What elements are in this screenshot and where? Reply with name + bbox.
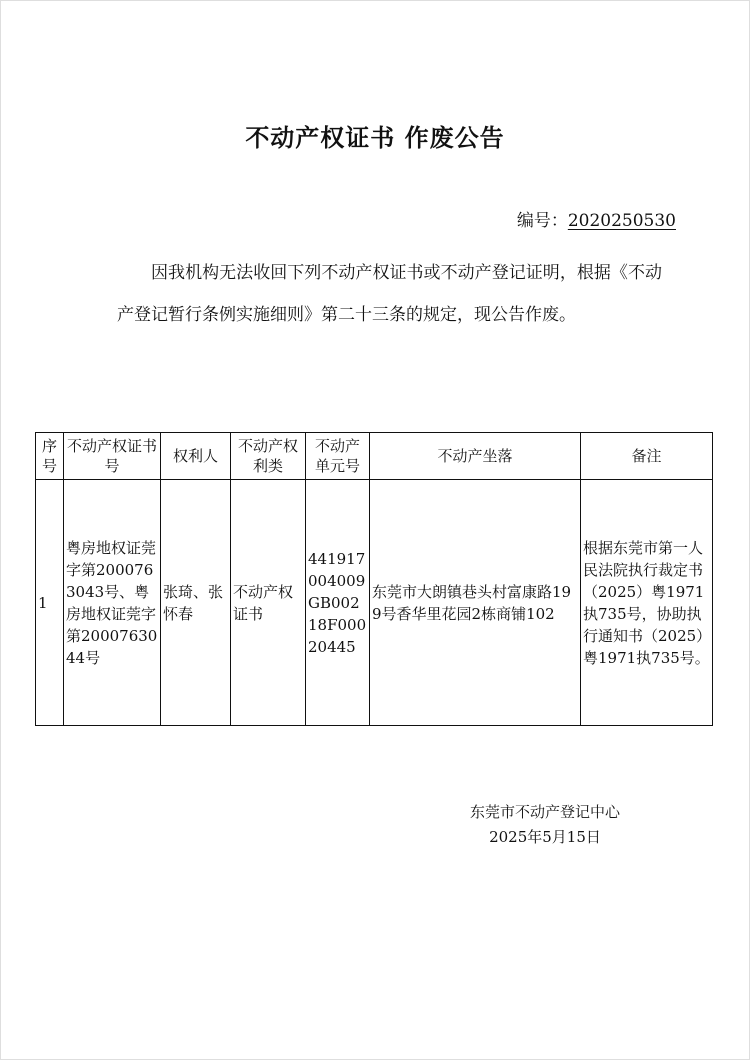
header-holder: 权利人 [161,433,231,480]
serial-number-line [517,206,676,231]
signature-block [430,800,660,850]
serial-number: 2020250530 [567,211,676,231]
table-row [36,480,713,726]
cell-holder: 张琦、张怀春 [161,480,231,726]
issue-date: 2025年5月15日 [489,828,601,846]
intro-paragraph: 因我机构无法收回下列不动产权证书或不动产登记证明，根据《不动产登记暂行条例实施细则》第二十三条的规定，现公告作废。 [117,263,662,325]
header-location: 不动产坐落 [370,433,581,480]
void-certificate-table [35,432,713,726]
cell-right-type: 不动产权证书 [231,480,306,726]
serial-label: 编号： [516,211,568,231]
header-unit-no: 不动产单元号 [306,433,370,480]
table-header-row [36,433,713,480]
header-cert-no: 不动产权证书号 [64,433,161,480]
cell-unit-no: 441917004009GB00218F00020445 [306,480,370,726]
header-right-type: 不动产权利类 [231,433,306,480]
header-remark: 备注 [581,433,713,480]
header-seq: 序号 [36,433,64,480]
cell-remark: 根据东莞市第一人民法院执行裁定书（2025）粤1971执735号，协助执行通知书（2025）粤1971执735号。 [581,480,713,726]
cell-cert-no: 粤房地权证莞字第2000763043号、粤房地权证莞字第2000763044号 [64,480,161,726]
document-title: 不动产权证书 作废公告 [245,124,505,152]
cell-location: 东莞市大朗镇巷头村富康路199号香华里花园2栋商铺102 [370,480,581,726]
cell-seq: 1 [36,480,64,726]
issuer-name: 东莞市不动产登记中心 [469,803,620,821]
